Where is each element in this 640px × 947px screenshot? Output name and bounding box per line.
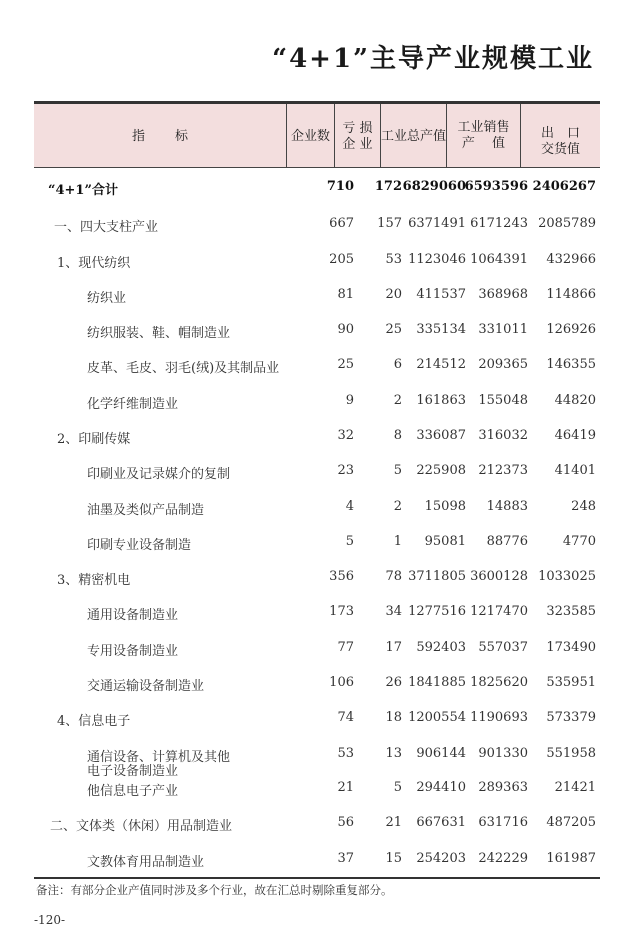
header-loss-line1: 亏 损 (342, 121, 373, 136)
row-label: 化学纤维制造业 (87, 397, 179, 412)
cell-output: 161863 (416, 393, 466, 408)
cell-export: 323585 (546, 604, 596, 619)
row-label: 1、现代纺织 (57, 256, 131, 271)
cell-sales: 316032 (478, 428, 528, 443)
cell-output: 6829060 (402, 179, 466, 194)
cell-sales: 331011 (478, 322, 528, 337)
cell-enterprises: 77 (337, 640, 354, 655)
header-export-line2: 交货值 (540, 142, 580, 157)
row-label: 文教体育用品制造业 (87, 855, 205, 870)
cell-output: 3711805 (408, 569, 466, 584)
cell-loss: 5 (393, 780, 402, 795)
cell-enterprises: 37 (337, 851, 354, 866)
cell-output: 1200554 (408, 710, 466, 725)
cell-sales: 901330 (478, 746, 528, 761)
cell-export: 114866 (546, 287, 596, 302)
row-label: 纺织业 (87, 291, 127, 306)
table-bottom-rule (34, 877, 600, 879)
cell-enterprises: 5 (345, 534, 354, 549)
cell-sales: 3600128 (470, 569, 528, 584)
cell-loss: 2 (393, 393, 402, 408)
cell-export: 21421 (554, 780, 596, 795)
cell-output: 335134 (416, 322, 466, 337)
cell-enterprises: 53 (337, 746, 354, 761)
cell-output: 225908 (416, 463, 466, 478)
cell-export: 146355 (546, 357, 596, 372)
cell-sales: 1064391 (470, 252, 528, 267)
header-sales (447, 120, 520, 152)
cell-loss: 8 (393, 428, 402, 443)
cell-output: 906144 (416, 746, 466, 761)
cell-loss: 13 (385, 746, 402, 761)
header-output: 工业总产值 (381, 129, 447, 144)
row-label: 印刷业及记录媒介的复制 (87, 467, 231, 482)
cell-loss: 25 (385, 322, 402, 337)
cell-sales: 6171243 (470, 216, 528, 231)
cell-enterprises: 667 (329, 216, 354, 231)
row-label: 通用设备制造业 (87, 608, 179, 623)
cell-loss: 21 (385, 815, 402, 830)
cell-output: 1123046 (408, 252, 466, 267)
cell-sales: 242229 (478, 851, 528, 866)
row-label: 3、精密机电 (57, 573, 131, 588)
cell-output: 411537 (416, 287, 466, 302)
cell-export: 46419 (554, 428, 596, 443)
cell-export: 173490 (546, 640, 596, 655)
cell-enterprises: 25 (337, 357, 354, 372)
cell-output: 6371491 (408, 216, 466, 231)
row-label: 纺织服装、鞋、帽制造业 (87, 326, 231, 341)
cell-loss: 6 (393, 357, 402, 372)
row-label: 油墨及类似产品制造 (87, 503, 205, 518)
cell-enterprises: 81 (337, 287, 354, 302)
header-loss-enterprises (335, 121, 380, 153)
cell-sales: 368968 (478, 287, 528, 302)
header-export (521, 126, 600, 158)
row-label: “4+1”合计 (48, 183, 118, 198)
header-export-line1: 出 口 (540, 126, 580, 141)
cell-sales: 212373 (478, 463, 528, 478)
cell-output: 294410 (416, 780, 466, 795)
row-label: 他信息电子产业 (87, 784, 179, 799)
cell-loss: 78 (385, 569, 402, 584)
page-title: “4+1”主导产业规模工业 (272, 44, 594, 74)
cell-loss: 53 (385, 252, 402, 267)
row-label: 皮革、毛皮、羽毛(绒)及其制品业 (87, 361, 280, 376)
header-loss-line2: 企 业 (342, 137, 373, 152)
cell-loss: 172 (374, 179, 402, 194)
cell-export: 161987 (546, 851, 596, 866)
cell-loss: 26 (385, 675, 402, 690)
cell-output: 1841885 (408, 675, 466, 690)
page-number: -120- (34, 913, 66, 927)
cell-sales: 14883 (486, 499, 528, 514)
row-label: 4、信息电子 (57, 714, 131, 729)
cell-enterprises: 56 (337, 815, 354, 830)
cell-enterprises: 74 (337, 710, 354, 725)
cell-output: 1277516 (408, 604, 466, 619)
cell-sales: 88776 (486, 534, 528, 549)
cell-loss: 34 (385, 604, 402, 619)
cell-export: 41401 (554, 463, 596, 478)
cell-sales: 1190693 (470, 710, 528, 725)
cell-sales: 557037 (478, 640, 528, 655)
row-label: 专用设备制造业 (87, 644, 179, 659)
row-label: 二、文体类（休闲）用品制造业 (50, 819, 233, 834)
cell-export: 573379 (546, 710, 596, 725)
cell-sales: 1217470 (470, 604, 528, 619)
cell-loss: 157 (377, 216, 402, 231)
row-label: 2、印刷传媒 (57, 432, 131, 447)
cell-export: 487205 (546, 815, 596, 830)
cell-output: 214512 (416, 357, 466, 372)
cell-loss: 2 (393, 499, 402, 514)
cell-enterprises: 205 (329, 252, 354, 267)
cell-export: 126926 (546, 322, 596, 337)
cell-enterprises: 21 (337, 780, 354, 795)
cell-output: 254203 (416, 851, 466, 866)
cell-sales: 209365 (478, 357, 528, 372)
cell-output: 95081 (424, 534, 466, 549)
cell-loss: 1 (393, 534, 402, 549)
cell-export: 1033025 (538, 569, 596, 584)
cell-enterprises: 23 (337, 463, 354, 478)
cell-export: 432966 (546, 252, 596, 267)
cell-output: 667631 (416, 815, 466, 830)
header-sales-line1: 工业销售 (457, 120, 510, 135)
cell-loss: 18 (385, 710, 402, 725)
cell-export: 248 (571, 499, 596, 514)
cell-enterprises: 32 (337, 428, 354, 443)
cell-sales: 289363 (478, 780, 528, 795)
cell-export: 4770 (562, 534, 596, 549)
header-indicator: 指标 (131, 129, 218, 144)
cell-enterprises: 356 (329, 569, 354, 584)
cell-sales: 6593596 (464, 179, 528, 194)
cell-loss: 17 (385, 640, 402, 655)
cell-loss: 15 (385, 851, 402, 866)
cell-enterprises: 90 (337, 322, 354, 337)
row-label: 通信设备、计算机及其他 (87, 750, 231, 765)
cell-enterprises: 710 (326, 179, 354, 194)
row-label: 印刷专业设备制造 (87, 538, 192, 553)
cell-enterprises: 9 (345, 393, 354, 408)
row-label: 一、四大支柱产业 (54, 220, 159, 235)
cell-loss: 5 (393, 463, 402, 478)
cell-export: 44820 (554, 393, 596, 408)
cell-enterprises: 4 (345, 499, 354, 514)
header-enterprises: 企业数 (290, 129, 330, 144)
table-header-rule (34, 167, 600, 168)
footnote: 备注：有部分企业产值同时涉及多个行业，故在汇总时剔除重复部分。 (36, 883, 393, 897)
cell-enterprises: 173 (329, 604, 354, 619)
cell-sales: 155048 (478, 393, 528, 408)
cell-output: 592403 (416, 640, 466, 655)
cell-export: 2085789 (538, 216, 596, 231)
cell-sales: 631716 (478, 815, 528, 830)
cell-output: 336087 (416, 428, 466, 443)
cell-export: 551958 (546, 746, 596, 761)
cell-sales: 1825620 (470, 675, 528, 690)
cell-enterprises: 106 (329, 675, 354, 690)
header-sales-line2: 产 值 (461, 136, 506, 151)
cell-export: 535951 (546, 675, 596, 690)
cell-output: 15098 (424, 499, 466, 514)
cell-export: 2406267 (532, 179, 596, 194)
row-label: 交通运输设备制造业 (87, 679, 205, 694)
row-label-continued: 电子设备制造业 (87, 764, 179, 779)
cell-loss: 20 (385, 287, 402, 302)
